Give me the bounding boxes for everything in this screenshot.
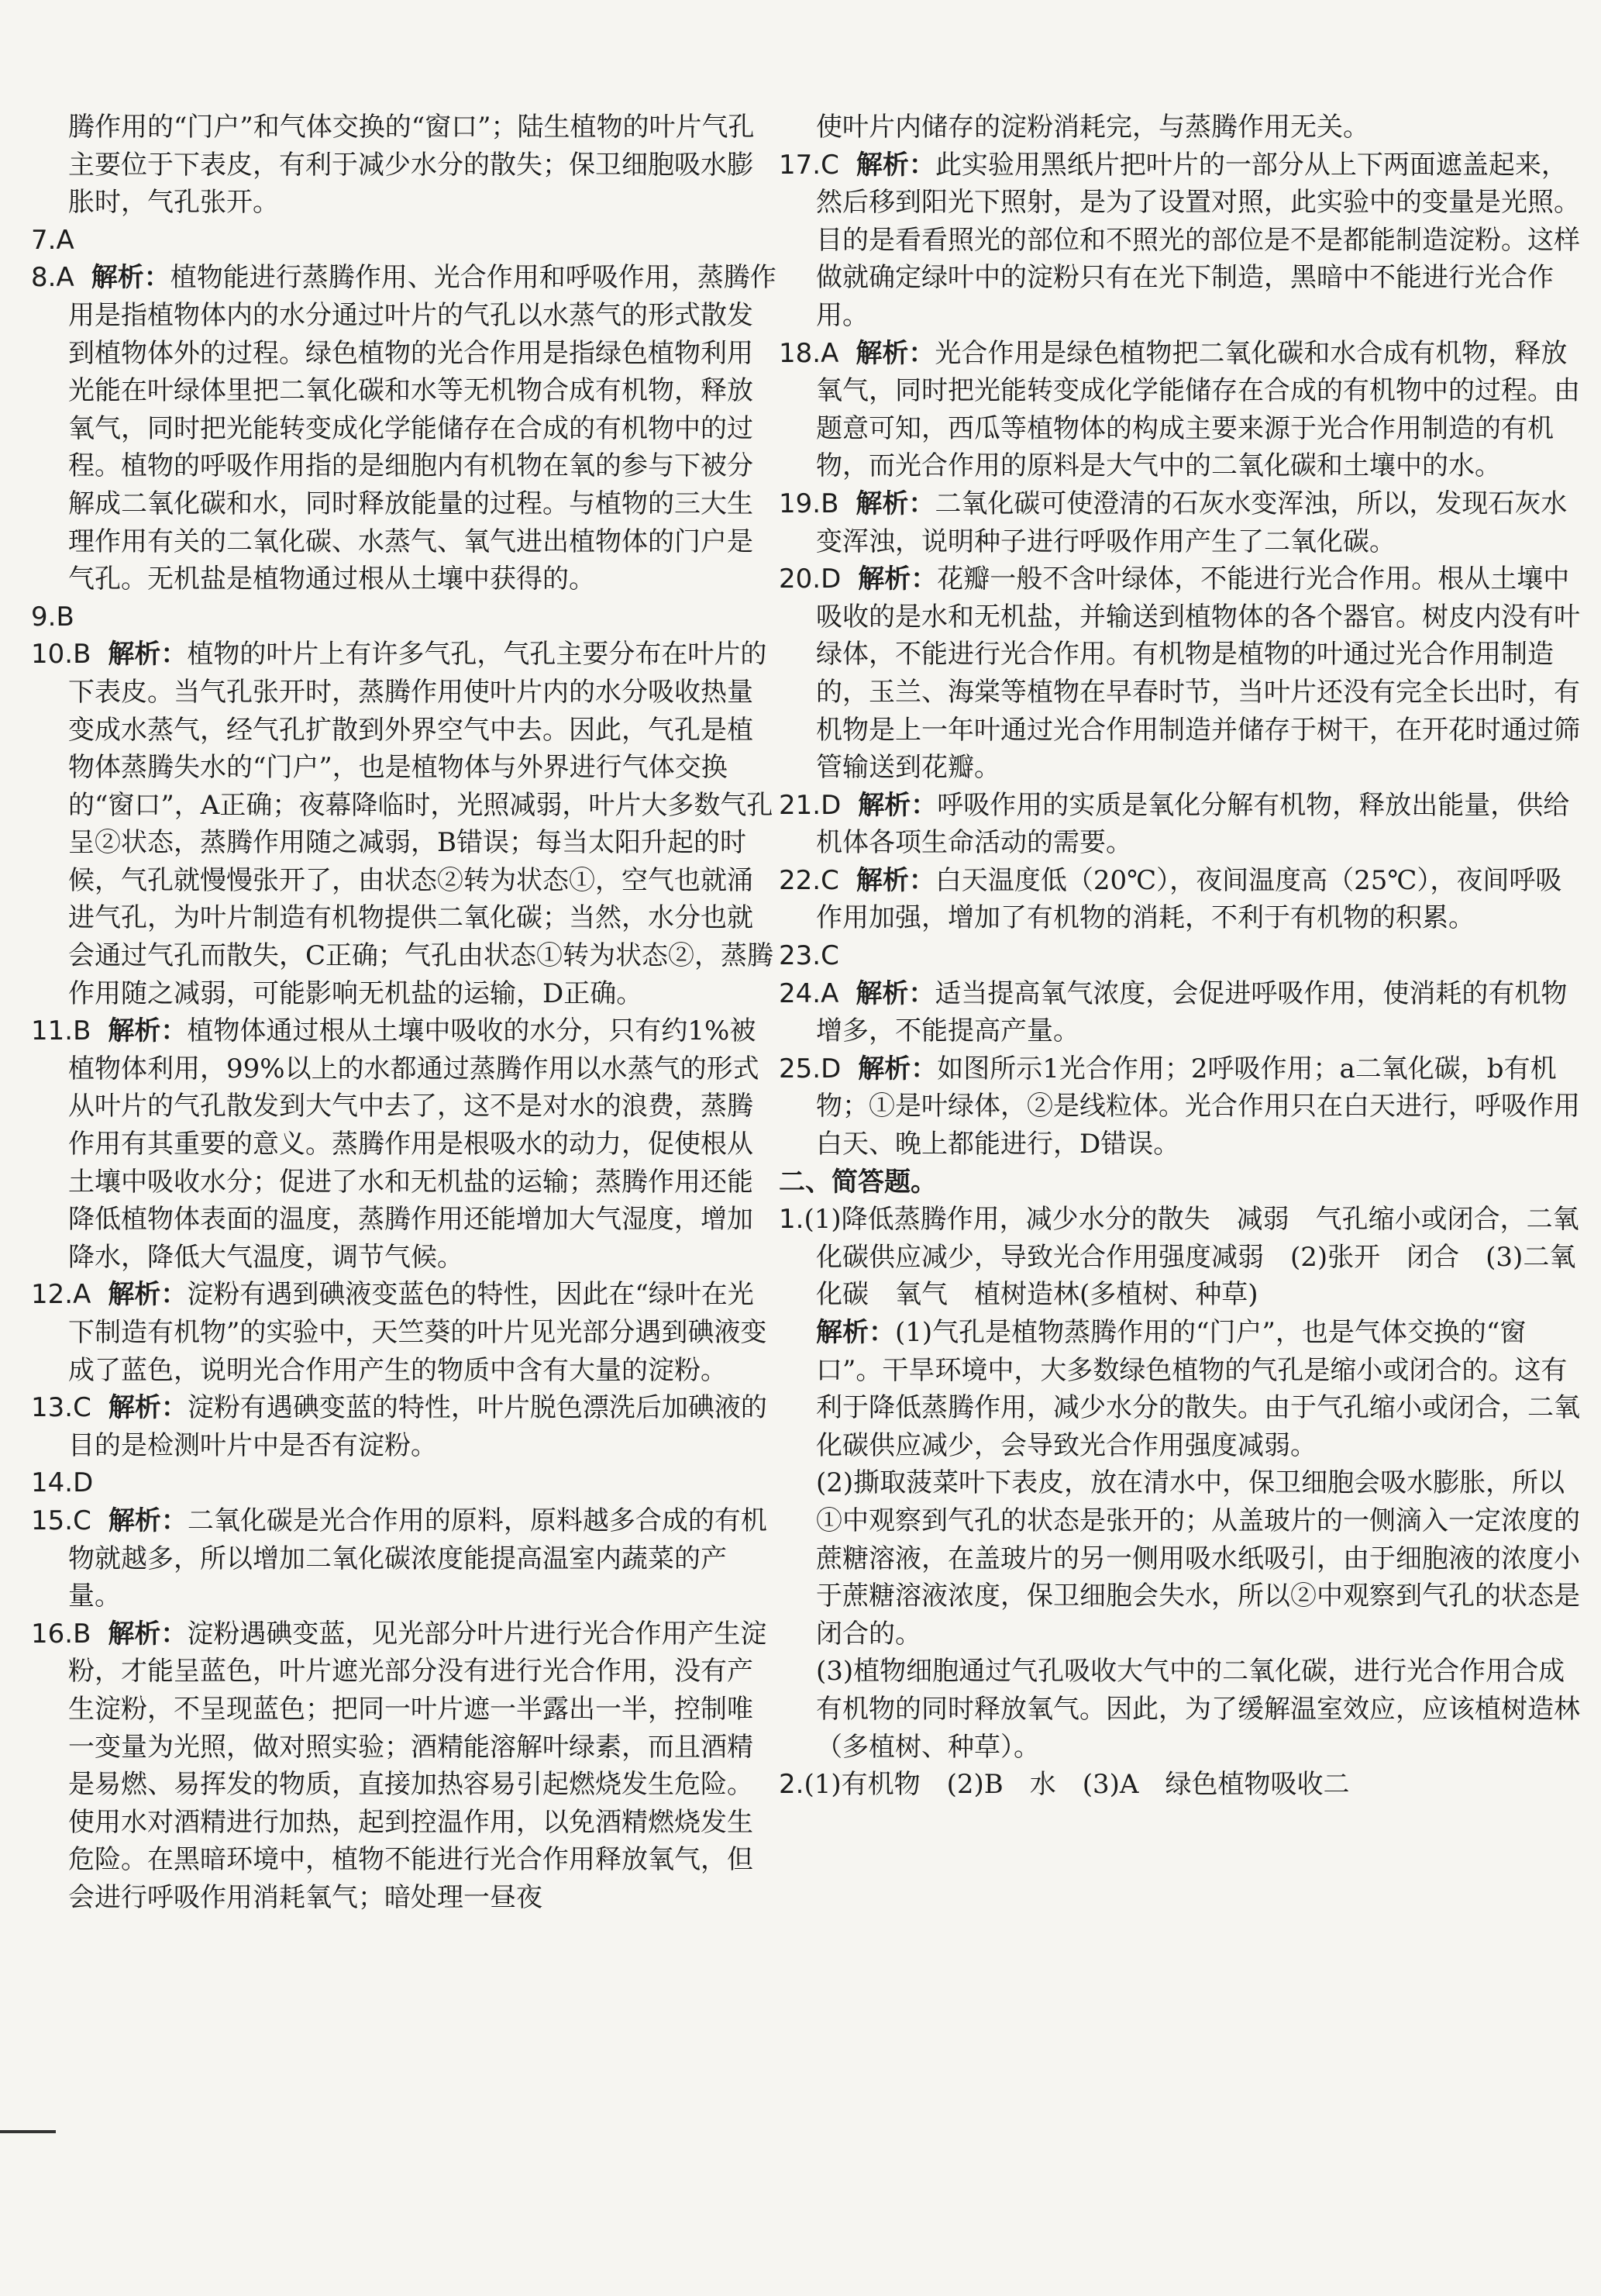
- item-number: 2.: [779, 1769, 804, 1801]
- item-number: 24.: [779, 977, 821, 1009]
- item-number: 23.: [779, 940, 821, 972]
- item-answer: C: [821, 940, 839, 972]
- answer-item-7: [31, 222, 779, 260]
- item-number: 11.: [31, 1015, 74, 1047]
- analysis-text: 植物能进行蒸腾作用、光合作用和呼吸作用，蒸腾作用是指植物体内的水分通过叶片的气孔以水蒸气的形式散发到植物体外的过程。绿色植物的光合作用是指绿色植物利用光能在叶绿体里把二氧化碳和水等无机物合成有机物，释放氧气，同时把光能转变成化学能储存在合成的有机物中的过程。植物的呼吸作用指的是细胞内有机物在氧的参与下被分解成二氧化碳和水，同时释放能量的过程。与植物的三大生理作用有关的二氧化碳、水蒸气、氧气进出植物体的门户是气孔。无机盐是植物通过根从土壤中获得的。: [68, 262, 776, 595]
- analysis-text: 二氧化碳是光合作用的原料，原料越多合成的有机物就越多，所以增加二氧化碳浓度能提高温室内蔬菜的产量。: [68, 1505, 767, 1612]
- short-answer-1-analysis-2: (2)撕取菠菜叶下表皮，放在清水中，保卫细胞会吸水膨胀，所以①中观察到气孔的状态是张开的；从盖玻片的一侧滴入一定浓度的蔗糖溶液，在盖玻片的另一侧用吸水纸吸引，由于细胞液的浓度小于蔗糖溶液浓度，保卫细胞会失水，所以②中观察到气孔的状态是闭合的。: [816, 1467, 1580, 1650]
- page-footer-rule: [0, 2130, 56, 2133]
- short-answer-1-analysis-1: [779, 1314, 1585, 1464]
- analysis-label: 解析：: [816, 1317, 895, 1348]
- analysis-label: 解析：: [856, 337, 935, 369]
- item-number: 25.: [779, 1053, 821, 1084]
- analysis-label: 解析：: [856, 864, 935, 896]
- continued-text: 腾作用的“门户”和气体交换的“窗口”；陆生植物的叶片气孔主要位于下表皮，有利于减少水分的散失；保卫细胞吸水膨胀时，气孔张开。: [68, 112, 755, 219]
- item-answer: A: [56, 224, 74, 256]
- item-answer: C: [73, 1505, 91, 1536]
- analysis-text: 淀粉有遇到碘液变蓝色的特性，因此在“绿叶在光下制造有机物”的实验中，天竺葵的叶片见光部分遇到碘液变成了蓝色，说明光合作用产生的物质中含有大量的淀粉。: [68, 1279, 767, 1386]
- item-answer: D: [821, 1053, 842, 1084]
- answer-item-11: [31, 1012, 779, 1276]
- item-answer: B: [821, 488, 839, 519]
- continued-text: 使叶片内储存的淀粉消耗完，与蒸腾作用无关。: [816, 112, 1369, 143]
- analysis-label: 解析：: [91, 262, 170, 294]
- item-answer: A: [821, 977, 839, 1009]
- item-answer: A: [56, 262, 74, 294]
- analysis-text: (1)气孔是植物蒸腾作用的“门户”，也是气体交换的“窗口”。干旱环境中，大多数绿色植物的气孔是缩小或闭合的。这有利于降低蒸腾作用，减少水分的散失。由于气孔缩小或闭合，二氧化碳供应减少，会导致光合作用强度减弱。: [816, 1317, 1580, 1461]
- analysis-label: 解析：: [108, 1505, 188, 1536]
- item-number: 13.: [31, 1392, 74, 1424]
- analysis-text: 花瓣一般不含叶绿体，不能进行光合作用。根从土壤中吸收的是水和无机盐，并输送到植物体的各个器官。树皮内没有叶绿体，不能进行光合作用。有机物是植物的叶通过光合作用制造的，玉兰、海棠等植物在早春时节，当叶片还没有完全长出时，有机物是上一年叶通过光合作用制造并储存于树干，在开花时通过筛管输送到花瓣。: [816, 564, 1580, 784]
- item-answer: D: [821, 564, 842, 595]
- item-number: 12.: [31, 1279, 74, 1311]
- analysis-label: 解析：: [858, 564, 938, 595]
- item-answer: B: [73, 1015, 91, 1047]
- item-answer: (1)降低蒸腾作用，减少水分的散失 减弱 气孔缩小或闭合，二氧化碳供应减少，导致光合作用强度减弱 (2)张开 闭合 (3)二氧化碳 氧气 植树造林(多植树、种草): [804, 1204, 1579, 1311]
- item-answer: C: [821, 864, 839, 896]
- item-number: 9.: [31, 601, 57, 633]
- item-number: 7.: [31, 224, 57, 256]
- analysis-text: 光合作用是绿色植物把二氧化碳和水合成有机物，释放氧气，同时把光能转变成化学能储存在合成的有机物中的过程。由题意可知，西瓜等植物体的构成主要来源于光合作用制造的有机物，而光合作用的原料是大气中的二氧化碳和土壤中的水。: [816, 337, 1580, 482]
- item-answer: A: [821, 337, 839, 369]
- item-number: 16.: [31, 1618, 74, 1650]
- analysis-label: 解析：: [858, 789, 938, 821]
- analysis-label: 解析：: [108, 1618, 188, 1650]
- analysis-text: 白天温度低（20℃），夜间温度高（25℃），夜间呼吸作用加强，增加了有机物的消耗，不利于有机物的积累。: [816, 864, 1562, 934]
- analysis-text: 二氧化碳可使澄清的石灰水变浑浊，所以，发现石灰水变浑浊，说明种子进行呼吸作用产生了二氧化碳。: [816, 488, 1568, 557]
- item-number: 20.: [779, 564, 821, 595]
- answer-item-10: [31, 636, 779, 1012]
- answer-item-25: [779, 1050, 1585, 1164]
- item-answer: B: [73, 1618, 91, 1650]
- analysis-text: 淀粉遇碘变蓝，见光部分叶片进行光合作用产生淀粉，才能呈蓝色，叶片遮光部分没有进行光合作用，没有产生淀粉，不呈现蓝色；把同一叶片遮一半露出一半，控制唯一变量为光照，做对照实验；酒精能溶解叶绿素，而且酒精是易燃、易挥发的物质，直接加热容易引起燃烧发生危险。使用水对酒精进行加热，起到控温作用，以免酒精燃烧发生危险。在黑暗环境中，植物不能进行光合作用释放氧气，但会进行呼吸作用消耗氧气；暗处理一昼夜: [68, 1618, 767, 1913]
- item-answer: C: [821, 149, 839, 181]
- item-answer: C: [73, 1392, 91, 1424]
- item-number: 10.: [31, 639, 74, 671]
- answer-item-8: [31, 259, 779, 598]
- item-answer: D: [821, 789, 842, 821]
- analysis-text: 植物的叶片上有许多气孔，气孔主要分布在叶片的下表皮。当气孔张开时，蒸腾作用使叶片内的水分吸收热量变成水蒸气，经气孔扩散到外界空气中去。因此，气孔是植物体蒸腾失水的“门户”，也是植物体与外界进行气体交换的“窗口”，A正确；夜幕降临时，光照减弱，叶片大多数气孔呈②状态，蒸腾作用随之减弱，B错误；每当太阳升起的时候，气孔就慢慢张开了，由状态②转为状态①，空气也就涌进气孔，为叶片制造有机物提供二氧化碳；当然，水分也就会通过气孔而散失，C正确；气孔由状态①转为状态②，蒸腾作用随之减弱，可能影响无机盐的运输，D正确。: [68, 639, 774, 1009]
- answer-item-22: [779, 862, 1585, 937]
- analysis-label: 解析：: [108, 1015, 188, 1047]
- analysis-text: 植物体通过根从土壤中吸收的水分，只有约1%被植物体利用，99%以上的水都通过蒸腾作用以水蒸气的形式从叶片的气孔散发到大气中去了，这不是对水的浪费，蒸腾作用有其重要的意义。蒸腾作用是根吸水的动力，促使根从土壤中吸收水分；促进了水和无机盐的运输；蒸腾作用还能降低植物体表面的温度，蒸腾作用还能增加大气湿度，增加降水，降低大气温度，调节气候。: [68, 1015, 759, 1273]
- answer-item-21: [779, 787, 1585, 862]
- analysis-label: 解析：: [856, 977, 935, 1009]
- answer-item-13: [31, 1389, 779, 1464]
- answer-item-14: [31, 1464, 779, 1502]
- answer-item-19: [779, 485, 1585, 560]
- analysis-label: 解析：: [856, 149, 935, 181]
- answer-item-18: [779, 335, 1585, 485]
- item-number: 1.: [779, 1204, 804, 1236]
- item-answer: D: [73, 1467, 94, 1499]
- section-title: 二、简答题。: [779, 1166, 937, 1198]
- item-number: 8.: [31, 262, 57, 294]
- item-number: 14.: [31, 1467, 74, 1499]
- item-number: 17.: [779, 149, 821, 181]
- analysis-label: 解析：: [108, 1392, 188, 1424]
- item-answer: B: [73, 639, 91, 671]
- analysis-text: 适当提高氧气浓度，会促进呼吸作用，使消耗的有机物增多，不能提高产量。: [816, 977, 1568, 1047]
- item-answer: A: [73, 1279, 91, 1311]
- answer-item-9: [31, 598, 779, 636]
- answer-item-20: [779, 560, 1585, 787]
- answer-item-16: [31, 1615, 779, 1917]
- answer-item-15: [31, 1502, 779, 1615]
- analysis-label: 解析：: [856, 488, 935, 519]
- analysis-text: 淀粉有遇碘变蓝的特性，叶片脱色漂洗后加碘液的目的是检测叶片中是否有淀粉。: [68, 1392, 767, 1461]
- short-answer-2: [779, 1766, 1585, 1804]
- analysis-text: 如图所示1光合作用；2呼吸作用；a二氧化碳，b有机物；①是叶绿体，②是线粒体。光合作用只在白天进行，呼吸作用白天、晚上都能进行，D错误。: [816, 1053, 1580, 1160]
- answer-item-23: [779, 937, 1585, 975]
- answer-item-17: [779, 147, 1585, 335]
- right-column: [779, 109, 1585, 1804]
- item-answer: (1)有机物 (2)B 水 (3)A 绿色植物吸收二: [804, 1769, 1350, 1801]
- item-number: 15.: [31, 1505, 74, 1536]
- analysis-label: 解析：: [858, 1053, 938, 1084]
- answer-item-24: [779, 975, 1585, 1050]
- analysis-label: 解析：: [108, 639, 188, 671]
- item-answer: B: [56, 601, 74, 633]
- left-column: [31, 109, 779, 1917]
- item-number: 22.: [779, 864, 821, 896]
- short-answer-1: [779, 1201, 1585, 1314]
- item-number: 21.: [779, 789, 821, 821]
- item-number: 19.: [779, 488, 821, 519]
- answer-item-12: [31, 1276, 779, 1389]
- analysis-text: 呼吸作用的实质是氧化分解有机物，释放出能量，供给机体各项生命活动的需要。: [816, 789, 1570, 859]
- item-number: 18.: [779, 337, 821, 369]
- short-answer-1-analysis-3: (3)植物细胞通过气孔吸收大气中的二氧化碳，进行光合作用合成有机物的同时释放氧气。因此，为了缓解温室效应，应该植树造林（多植树、种草）。: [816, 1656, 1580, 1763]
- analysis-text: 此实验用黑纸片把叶片的一部分从上下两面遮盖起来，然后移到阳光下照射，是为了设置对照，此实验中的变量是光照。目的是看看照光的部位和不照光的部位是不是都能制造淀粉。这样做就确定绿叶中的淀粉只有在光下制造，黑暗中不能进行光合作用。: [816, 149, 1580, 331]
- analysis-label: 解析：: [108, 1279, 188, 1311]
